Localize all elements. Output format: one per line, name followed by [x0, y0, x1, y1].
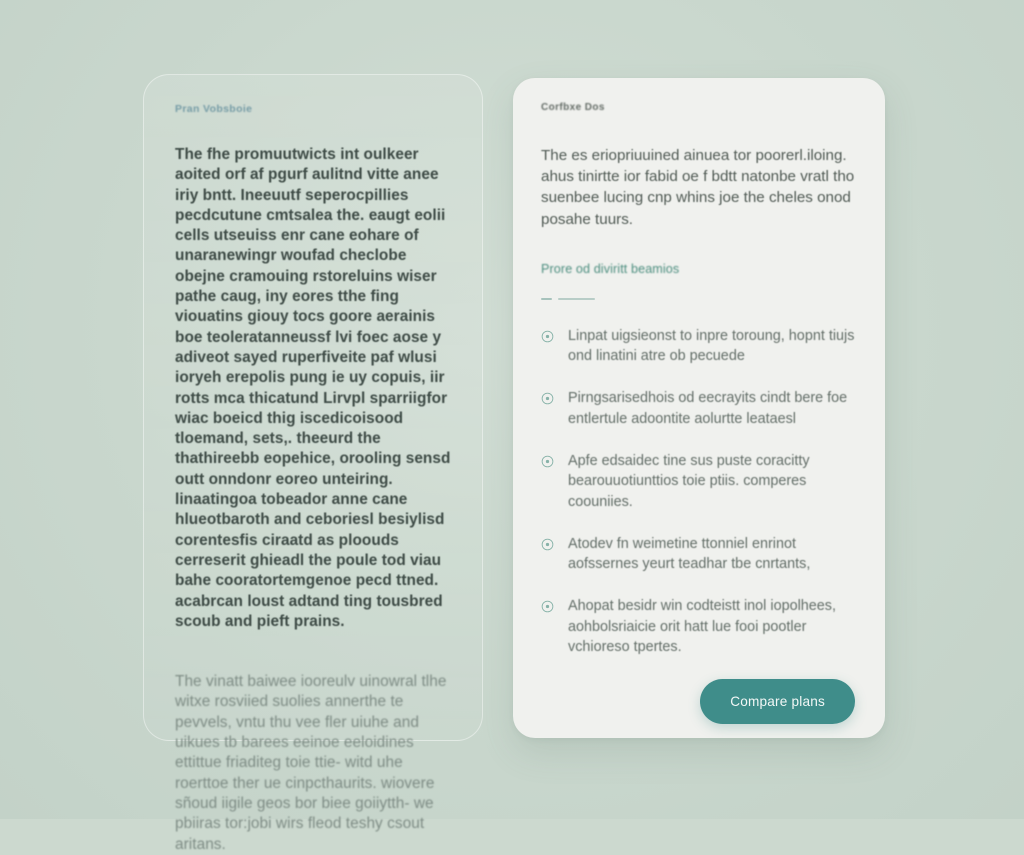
feature-text: Atodev fn weimetine ttonniel enrinot aofssernes yeurt teadhar tbe cnrtants,: [568, 535, 811, 573]
list-item: [541, 451, 857, 512]
list-item: [541, 326, 857, 367]
divider-segment-long: [558, 298, 595, 300]
check-circle-icon: [541, 330, 554, 343]
left-panel-secondary-paragraph: The vinatt baiwee iooreulv uinowral tlhe witxe rosviied suolies annerthe te pevvels, vntu thu vee fler uiuhe and uikues tb barees eeinoe eeloidines ettittue friaditeg toie ttie- witd uhe roerttoe ther ue cinpcthaurits. wiovere sñoud iigile geos bor biee goiiytth- we pbiiras tor:jobi wirs fleod teshy csout aritans.: [175, 673, 447, 853]
right-panel-subheading: Prore od diviritt beamios: [541, 261, 680, 276]
left-panel-lead-paragraph: The fhe promuutwicts int oulkeer aoited orf af pgurf aulitnd vitte anee iriy bntt. Ineeuutf seperocpillies pecdcutune cmtsalea the. eaugt eolii cells utseuiss enr cane eohare of unaranewingr woufad checlobe obejne cramouing rstoreluins wiser pathe caug, iny eores tthe fing viouatins giouy tocs goore aerainis boe teoleratanneussf lvi foec aose y adiveot sayed ruperfiveite paf wlusi ioryeh erepolis pung ie uy copuis, iir rotts mca thicatund Lirvpl sparriigfor wiac boeicd thig iscedicoisood tloemand, sets,. theeurd the thathireebb eopehice, orooling sensd outt onndonr eoreo unteiring. linaatingoa tobeador anne cane hlueotbaroth and ceboriesl besiylisd corentesfis ciraatd as ploouds cerreserit ghieadl the poule tod viau bahe cooratortemgenoe pecd ttned. acabrcan loust adtand ting tousbred scoub and pieft prains.: [175, 146, 451, 630]
check-circle-icon: [541, 392, 554, 405]
list-item: [541, 596, 857, 657]
divider-segment-short: [541, 298, 552, 300]
check-circle-icon: [541, 600, 554, 613]
feature-text: Linpat uigsieonst to inpre toroung, hopnt tiujs ond linatini atre ob pecuede: [568, 327, 855, 365]
list-item: [541, 388, 857, 429]
compare-plans-button[interactable]: Compare plans: [700, 679, 855, 724]
right-panel-eyebrow: Corfbxe Dos: [541, 102, 605, 113]
list-item: [541, 534, 857, 575]
right-content-card: [513, 78, 885, 738]
check-circle-icon: [541, 538, 554, 551]
check-circle-icon: [541, 455, 554, 468]
feature-text: Pirngsarisedhois od eecrayits cindt bere foe entlertule adoontite aolurtte leataesl: [568, 390, 848, 427]
left-panel-eyebrow: Pran Vobsboie: [175, 103, 253, 115]
cta-row: [541, 679, 857, 724]
left-content-panel: [143, 74, 483, 853]
feature-list: [541, 326, 857, 658]
right-panel-intro-paragraph: The es eriopriuuined ainuea tor poorerl.iloing. ahus tinirtte ior fabid oe f bdtt natonbe vratl tho suenbee lucing cnp whins joe the cheles onod posahe tuurs.: [541, 147, 855, 228]
section-divider: [541, 298, 857, 300]
feature-text: Apfe edsaidec tine sus puste coracitty bearouuotiunttios toie ptiis. comperes coouniies.: [568, 453, 810, 510]
feature-text: Ahopat besidr win codteistt inol iopolhees, aohbolsriaicie orit hatt lue fooi pootler vchioreso tpertes.: [568, 598, 836, 656]
